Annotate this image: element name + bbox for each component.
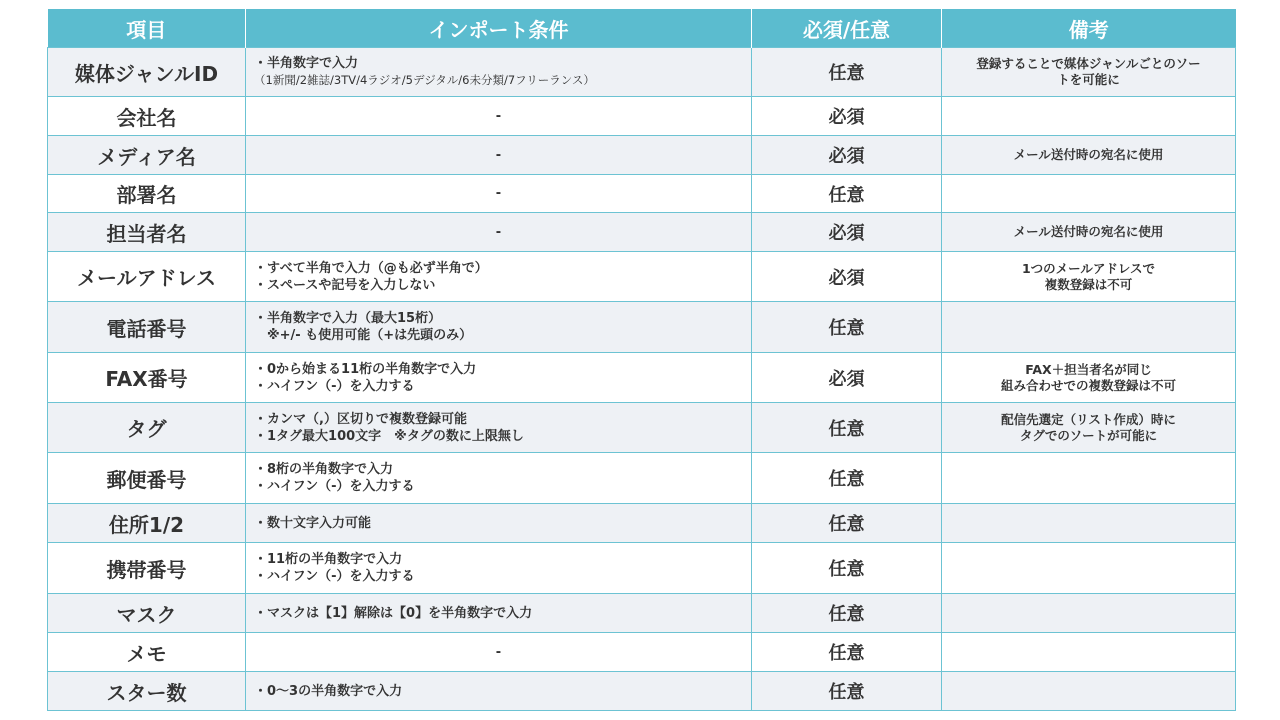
note <box>942 136 1236 175</box>
note <box>942 594 1236 633</box>
import-condition <box>246 633 752 672</box>
note <box>942 453 1236 504</box>
required-status: 必須 <box>752 136 942 175</box>
note-line: 組み合わせでの複数登録は不可 <box>1000 377 1176 393</box>
note <box>942 48 1236 97</box>
condition-line: ・すべて半角で入力（@も必ず半角で） <box>254 260 488 276</box>
item-name: FAX番号 <box>48 353 246 403</box>
condition-line: ・ハイフン（-）を入力する <box>254 479 415 494</box>
note <box>942 252 1236 302</box>
condition-line: （1新聞/2雑誌/3TV/4ラジオ/5デジタル/6未分類/7フリーランス） <box>254 73 595 87</box>
item-name: 担当者名 <box>48 213 246 252</box>
import-condition <box>246 302 752 353</box>
required-status: 任意 <box>752 403 942 453</box>
required-status: 任意 <box>752 48 942 97</box>
note <box>942 302 1236 353</box>
note-line: タグでのソートが可能に <box>1019 427 1158 443</box>
condition-line: ・0〜3の半角数字で入力 <box>254 683 403 699</box>
condition-line: - <box>495 224 502 240</box>
import-condition <box>246 175 752 213</box>
item-name: メモ <box>48 633 246 672</box>
condition-line: ・数十文字入力可能 <box>254 515 372 531</box>
condition-line: ・スペースや記号を入力しない <box>254 277 436 293</box>
import-condition <box>246 672 752 711</box>
condition-line: - <box>495 644 502 660</box>
header-required: 必須/任意 <box>752 9 942 48</box>
note-line: 1つのメールアドレスで <box>1021 260 1156 276</box>
item-name: スター数 <box>48 672 246 711</box>
note-line: FAX＋担当者名が同じ <box>1025 361 1152 377</box>
import-condition <box>246 213 752 252</box>
condition-line: ・半角数字で入力（最大15桁） <box>254 311 442 326</box>
item-name: 携帯番号 <box>48 543 246 594</box>
header-item: 項目 <box>48 9 246 48</box>
note-line: メール送付時の宛名に使用 <box>1013 224 1164 239</box>
item-name: 会社名 <box>48 97 246 136</box>
required-status: 必須 <box>752 213 942 252</box>
condition-line: ・ハイフン（-）を入力する <box>254 378 415 394</box>
condition-line: ・0から始まる11桁の半角数字で入力 <box>254 361 477 377</box>
item-name: 媒体ジャンルID <box>48 48 246 97</box>
condition-line: - <box>495 108 502 124</box>
table-row <box>48 672 1236 711</box>
import-conditions-table <box>47 9 1236 711</box>
note <box>942 672 1236 711</box>
item-name: メールアドレス <box>48 252 246 302</box>
import-condition <box>246 97 752 136</box>
required-status: 任意 <box>752 594 942 633</box>
required-status: 必須 <box>752 252 942 302</box>
required-status: 任意 <box>752 504 942 543</box>
import-condition <box>246 252 752 302</box>
import-condition <box>246 594 752 633</box>
table-row <box>48 353 1236 403</box>
table-row <box>48 213 1236 252</box>
import-condition <box>246 353 752 403</box>
header-notes: 備考 <box>942 9 1236 48</box>
condition-line: ・8桁の半角数字で入力 <box>254 462 394 477</box>
condition-line: ※+/- も使用可能（+は先頭のみ） <box>254 328 473 343</box>
item-name: 住所1/2 <box>48 504 246 543</box>
table-row <box>48 453 1236 504</box>
item-name: 部署名 <box>48 175 246 213</box>
import-condition <box>246 48 752 97</box>
note <box>942 97 1236 136</box>
table-row <box>48 97 1236 136</box>
condition-line: ・11桁の半角数字で入力 <box>254 552 403 567</box>
note <box>942 403 1236 453</box>
required-status: 必須 <box>752 353 942 403</box>
condition-line: ・マスクは【1】解除は【0】を半角数字で入力 <box>254 605 533 621</box>
condition-line: ・1タグ最大100文字 ※タグの数に上限無し <box>254 428 524 444</box>
table-row <box>48 403 1236 453</box>
table-row <box>48 594 1236 633</box>
table-row <box>48 302 1236 353</box>
table-row <box>48 504 1236 543</box>
required-status: 任意 <box>752 175 942 213</box>
note <box>942 353 1236 403</box>
import-condition <box>246 136 752 175</box>
required-status: 必須 <box>752 97 942 136</box>
note-line: 配信先選定（リスト作成）時に <box>1001 411 1176 427</box>
item-name: マスク <box>48 594 246 633</box>
item-name: タグ <box>48 403 246 453</box>
item-name: 電話番号 <box>48 302 246 353</box>
note-line: 複数登録は不可 <box>1044 276 1133 292</box>
table-row <box>48 633 1236 672</box>
table-row <box>48 48 1236 97</box>
import-condition <box>246 543 752 594</box>
condition-line: - <box>495 147 502 163</box>
note-line: トを可能に <box>1057 72 1120 87</box>
required-status: 任意 <box>752 543 942 594</box>
import-condition <box>246 453 752 504</box>
import-condition <box>246 504 752 543</box>
item-name: 郵便番号 <box>48 453 246 504</box>
header-conditions: インポート条件 <box>246 9 752 48</box>
note <box>942 175 1236 213</box>
table-row <box>48 175 1236 213</box>
table-row <box>48 136 1236 175</box>
condition-line: ・半角数字で入力 <box>254 56 359 71</box>
required-status: 任意 <box>752 453 942 504</box>
note-line: 登録することで媒体ジャンルごとのソー <box>976 56 1201 71</box>
required-status: 任意 <box>752 302 942 353</box>
condition-line: - <box>495 186 502 201</box>
note <box>942 504 1236 543</box>
note <box>942 633 1236 672</box>
table-row <box>48 543 1236 594</box>
required-status: 任意 <box>752 633 942 672</box>
import-condition <box>246 403 752 453</box>
note <box>942 213 1236 252</box>
condition-line: ・カンマ（,）区切りで複数登録可能 <box>254 411 467 427</box>
note <box>942 543 1236 594</box>
item-name: メディア名 <box>48 136 246 175</box>
note-line: メール送付時の宛名に使用 <box>1013 147 1164 162</box>
required-status: 任意 <box>752 672 942 711</box>
header-row <box>48 9 1236 48</box>
table-row <box>48 252 1236 302</box>
condition-line: ・ハイフン（-）を入力する <box>254 569 415 584</box>
